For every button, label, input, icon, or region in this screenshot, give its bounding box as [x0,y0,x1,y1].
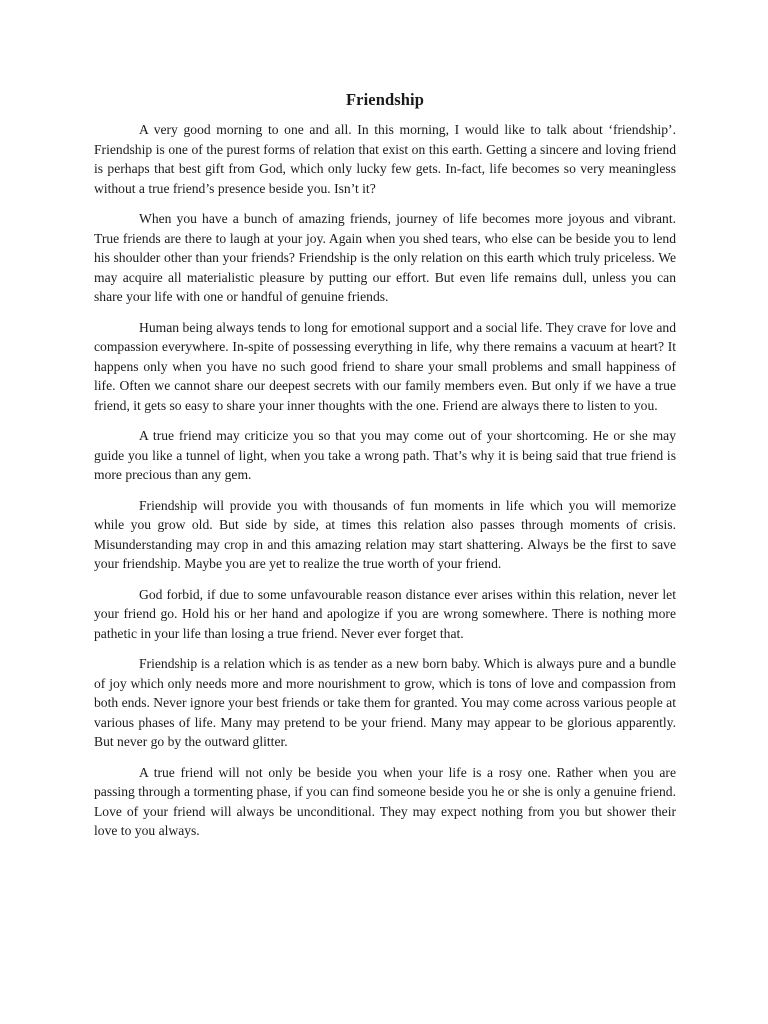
paragraph-5: Friendship will provide you with thousands of fun moments in life which you will memorize while you grow old. But side by side, at times this relation also passes through moments of crisis. Misunderstanding may crop in and this amazing relation may start shattering. Always be the first to save your friendship. Maybe you are yet to realize the true worth of your friend. [94,497,676,571]
paragraph-1: A very good morning to one and all. In this morning, I would like to talk about ‘friendship’. Friendship is one of the purest forms of relation that exist on this earth. Getting a sincere and loving friend is perhaps that best gift from God, which only lucky few gets. In-fact, life becomes so very meaningless without a true friend’s presence beside you. Isn’t it? [94,122,676,196]
paragraph-4: A true friend may criticize you so that you may come out of your shortcoming. He or she may guide you like a tunnel of light, when you take a wrong path. That’s why it is being said that true friend is more precious than any gem. [94,428,676,482]
document-title: Friendship [345,90,425,109]
paragraph-7: Friendship is a relation which is as tender as a new born baby. Which is always pure and a bundle of joy which only needs more and more nourishment to grow, which is tons of love and compassion from both ends. Never ignore your best friends or take them for granted. You may come across various people at various phases of life. Many may pretend to be your friend. Many may appear to be glorious apparently. But never go by the outward glitter. [94,656,676,749]
paragraph-3: Human being always tends to long for emotional support and a social life. They crave for love and compassion everywhere. In-spite of possessing everything in life, why there remains a vacuum at heart? It happens only when you have no such good friend to share your small problems and small happiness of life. Often we cannot share our deepest secrets with our family members even. But only if we have a true friend, it gets so easy to share your inner thoughts with the one. Friend are always there to listen to you. [94,319,676,413]
paragraph-6: God forbid, if due to some unfavourable reason distance ever arises within this relation, never let your friend go. Hold his or her hand and apologize if you are wrong somewhere. There is nothing more pathetic in your life than losing a true friend. Never ever forget that. [94,586,676,641]
paragraph-2: When you have a bunch of amazing friends, journey of life becomes more joyous and vibrant. True friends are there to laugh at your joy. Again when you shed tears, who else can be beside you to lend his shoulder other than your friends? Friendship is the only relation on this earth which truly priceless. We may acquire all materialistic pleasure by putting our effort. But even life remains dull, unless you can share your life with one or handful of genuine friends. [94,211,676,304]
paragraph-8: A true friend will not only be beside you when your life is a rosy one. Rather when you are passing through a tormenting phase, if you can find someone beside you he or she is only a genuine friend. Love of your friend will always be unconditional. They may expect nothing from you but shower their love to you always. [94,764,676,838]
